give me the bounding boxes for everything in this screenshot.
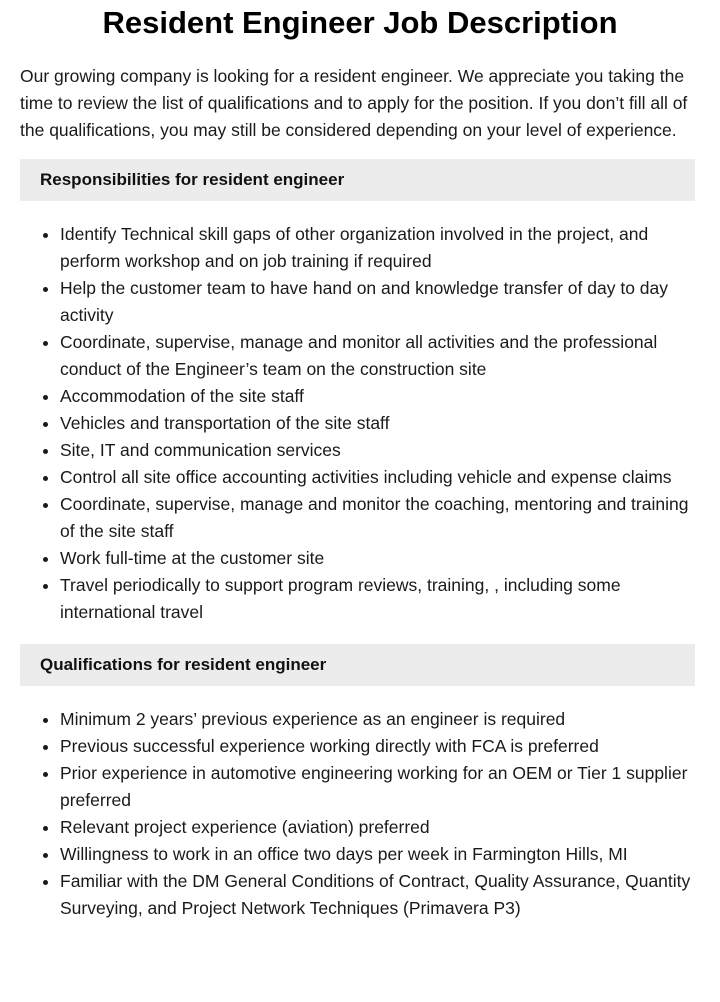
list-item: • Willingness to work in an office two days per week in Farmington Hills, MI bbox=[60, 841, 695, 868]
qualifications-list bbox=[0, 706, 695, 922]
list-item: • Travel periodically to support program reviews, training, , including some international travel bbox=[60, 572, 695, 626]
list-item: • Site, IT and communication services bbox=[60, 437, 695, 464]
list-item: • Work full-time at the customer site bbox=[60, 545, 695, 572]
list-item: • Help the customer team to have hand on and knowledge transfer of day to day activity bbox=[60, 275, 695, 329]
list-item: • Control all site office accounting activities including vehicle and expense claims bbox=[60, 464, 695, 491]
responsibilities-heading: Responsibilities for resident engineer bbox=[20, 159, 695, 201]
list-item: • Vehicles and transportation of the site staff bbox=[60, 410, 695, 437]
list-item: • Coordinate, supervise, manage and monitor the coaching, mentoring and training of the site staff bbox=[60, 491, 695, 545]
list-item: • Accommodation of the site staff bbox=[60, 383, 695, 410]
list-item: • Prior experience in automotive engineering working for an OEM or Tier 1 supplier preferred bbox=[60, 760, 695, 814]
responsibilities-list bbox=[0, 221, 695, 626]
list-item: • Coordinate, supervise, manage and monitor all activities and the professional conduct of the Engineer’s team on the construction site bbox=[60, 329, 695, 383]
list-item: • Previous successful experience working directly with FCA is preferred bbox=[60, 733, 695, 760]
list-item: • Familiar with the DM General Conditions of Contract, Quality Assurance, Quantity Surveying, and Project Network Techniques (Primavera P3) bbox=[60, 868, 695, 922]
intro-paragraph: Our growing company is looking for a resident engineer. We appreciate you taking the time to review the list of qualifications and to apply for the position. If you don’t fill all of the qualifications, you may still be considered depending on your level of experience. bbox=[20, 66, 688, 140]
page-title: Resident Engineer Job Description bbox=[102, 5, 618, 40]
list-item: • Minimum 2 years’ previous experience as an engineer is required bbox=[60, 706, 695, 733]
list-item: • Identify Technical skill gaps of other organization involved in the project, and perform workshop and on job training if required bbox=[60, 221, 695, 275]
qualifications-heading: Qualifications for resident engineer bbox=[20, 644, 695, 686]
list-item: • Relevant project experience (aviation) preferred bbox=[60, 814, 695, 841]
